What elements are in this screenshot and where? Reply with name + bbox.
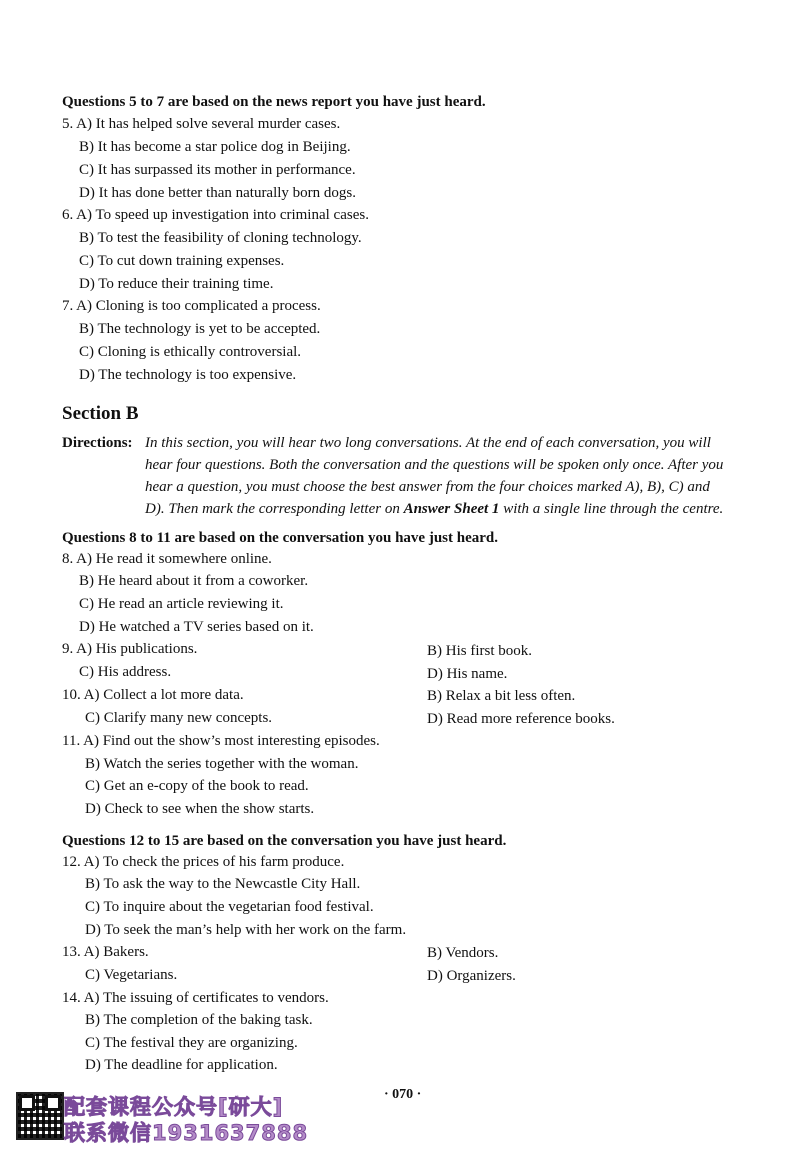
q11-option-d: D) Check to see when the show starts. (85, 801, 315, 817)
directions-line-3: hear a question, you must choose the best answer from the four choices marked A), B), C) and (145, 479, 710, 495)
q6-option-c: C) To cut down training expenses. (79, 253, 285, 269)
q12-option-b: B) To ask the way to the Newcastle City Hall. (85, 876, 361, 892)
q14-option-d: D) The deadline for application. (85, 1057, 278, 1073)
q7-option-c: C) Cloning is ethically controversial. (79, 344, 302, 360)
page-number: · 070 · (384, 1087, 422, 1102)
q5-option-a: 5. A) It has helped solve several murder cases. (62, 116, 341, 132)
q10-option-a: 10. A) Collect a lot more data. (62, 687, 244, 703)
q7-option-a: 7. A) Cloning is too complicated a process. (62, 298, 321, 314)
directions-line-4-end: with a single line through the centre. (499, 501, 724, 517)
q9-option-d: D) His name. (427, 666, 508, 682)
q7-option-d: D) The technology is too expensive. (79, 367, 297, 383)
q13-option-d: D) Organizers. (427, 968, 516, 984)
q14-option-c: C) The festival they are organizing. (85, 1035, 298, 1051)
qr-code (16, 1092, 64, 1140)
section-b-title: Section B (62, 403, 139, 424)
heading-q12-15: Questions 12 to 15 are based on the conversation you have just heard. (62, 833, 507, 849)
heading-q5-7: Questions 5 to 7 are based on the news report you have just heard. (62, 94, 486, 110)
directions-label: Directions: (62, 435, 133, 451)
promo-line-1: 配套课程公众号[研大] (64, 1095, 284, 1119)
q6-option-d: D) To reduce their training time. (79, 276, 274, 292)
q6-option-b: B) To test the feasibility of cloning technology. (79, 230, 362, 246)
q6-option-a: 6. A) To speed up investigation into criminal cases. (62, 207, 369, 223)
q13-option-a: 13. A) Bakers. (62, 944, 149, 960)
q14-option-b: B) The completion of the baking task. (85, 1012, 313, 1028)
q10-option-b: B) Relax a bit less often. (427, 688, 576, 704)
q13-option-b: B) Vendors. (427, 945, 499, 961)
promo-line-2: 联系微信1931637888 (64, 1121, 309, 1145)
q12-option-a: 12. A) To check the prices of his farm produce. (62, 854, 345, 870)
q8-option-d: D) He watched a TV series based on it. (79, 619, 314, 635)
q5-option-b: B) It has become a star police dog in Beijing. (79, 139, 351, 155)
q5-option-c: C) It has surpassed its mother in performance. (79, 162, 356, 178)
q8-option-a: 8. A) He read it somewhere online. (62, 551, 272, 567)
q9-option-a: 9. A) His publications. (62, 641, 198, 657)
q9-option-c: C) His address. (79, 664, 172, 680)
q7-option-b: B) The technology is yet to be accepted. (79, 321, 321, 337)
directions-line-2: hear four questions. Both the conversation and the questions will be spoken only once. After you (145, 457, 724, 473)
q13-option-c: C) Vegetarians. (85, 967, 178, 983)
q10-option-c: C) Clarify many new concepts. (85, 710, 273, 726)
answer-sheet-label: Answer Sheet 1 (403, 501, 500, 517)
q10-option-d: D) Read more reference books. (427, 711, 615, 727)
q11-option-a: 11. A) Find out the show’s most interesting episodes. (62, 733, 380, 749)
q14-option-a: 14. A) The issuing of certificates to vendors. (62, 990, 329, 1006)
directions-line-4 (145, 500, 723, 519)
q5-option-d: D) It has done better than naturally born dogs. (79, 185, 357, 201)
q12-option-d: D) To seek the man’s help with her work on the farm. (85, 922, 407, 938)
heading-q8-11: Questions 8 to 11 are based on the conversation you have just heard. (62, 530, 498, 546)
q8-option-b: B) He heard about it from a coworker. (79, 573, 309, 589)
q11-option-c: C) Get an e-copy of the book to read. (85, 778, 309, 794)
q12-option-c: C) To inquire about the vegetarian food festival. (85, 899, 374, 915)
directions-line-4-start: D). Then mark the corresponding letter on (145, 501, 404, 517)
q9-option-b: B) His first book. (427, 643, 532, 659)
q8-option-c: C) He read an article reviewing it. (79, 596, 284, 612)
directions-line-1: In this section, you will hear two long conversations. At the end of each conversation, you will (145, 435, 711, 451)
q11-option-b: B) Watch the series together with the woman. (85, 756, 359, 772)
